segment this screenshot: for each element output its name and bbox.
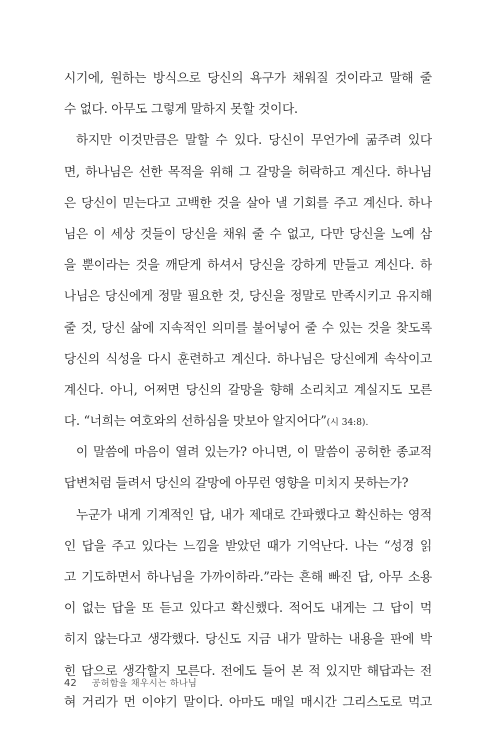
text-line: 히지 않는다고 생각했다. 당신도 지금 내가 말하는 내용을 판에 박 bbox=[64, 631, 432, 647]
scripture-quote-line bbox=[64, 405, 432, 436]
text-line: 면, 하나님은 선한 목적을 위해 그 갈망을 허락하고 계신다. 하나님 bbox=[64, 163, 432, 179]
text-line: 답변처럼 들려서 당신의 갈망에 아무런 영향을 미치지 못하는가? bbox=[64, 475, 409, 491]
text-line: 이 없는 답을 또 듣고 있다고 확신했다. 적어도 내게는 그 답이 먹 bbox=[64, 600, 432, 616]
text-line: 인 답을 주고 있다는 느낌을 받았던 때가 기억난다. 나는 “성경 읽 bbox=[64, 537, 432, 553]
running-title: 공허함을 채우시는 하나님 bbox=[91, 679, 198, 689]
scripture-quote: 다. “너희는 여호와의 선하심을 맛보아 알지어다” bbox=[64, 413, 327, 429]
text-line: 나님은 당신에게 정말 필요한 것, 당신을 정말로 만족시키고 유지해 bbox=[64, 288, 432, 304]
text-line: 줄 것, 당신 삶에 지속적인 의미를 불어넣어 줄 수 있는 것을 찾도록 bbox=[64, 319, 432, 335]
text-line: 혀 거리가 먼 이야기 말이다. 아마도 매일 매시간 그리스도로 먹고 bbox=[64, 693, 432, 709]
text-line: 수 없다. 아무도 그렇게 말하지 못할 것이다. bbox=[64, 101, 298, 117]
text-line: 계신다. 아니, 어쩌면 당신의 갈망을 향해 소리치고 계실지도 모른 bbox=[64, 381, 432, 397]
text-line: 을 뿐이라는 것을 깨닫게 하셔서 당신을 강하게 만들고 계신다. 하 bbox=[64, 257, 432, 273]
text-line: 힌 답으로 생각할지 모른다. 전에도 들어 본 적 있지만 해답과는 전 bbox=[64, 662, 432, 678]
text-line: 시기에, 원하는 방식으로 당신의 욕구가 채워질 것이라고 말해 줄 bbox=[64, 70, 432, 85]
text-line: 님은 이 세상 것들이 당신을 채워 줄 수 없고, 다만 당신을 노예 삼 bbox=[64, 225, 432, 241]
paragraph-first-line: 하지만 이것만큼은 말할 수 있다. 당신이 무언가에 굶주려 있다 bbox=[76, 132, 432, 148]
paragraph-first-line: 이 말씀에 마음이 열려 있는가? 아니면, 이 말씀이 공허한 종교적 bbox=[76, 444, 432, 460]
body-text bbox=[64, 62, 432, 717]
page-footer bbox=[64, 676, 197, 689]
scripture-citation: (시 34:8). bbox=[326, 418, 369, 429]
text-line: 당신의 식성을 다시 훈련하고 계신다. 하나님은 당신에게 속삭이고 bbox=[64, 350, 432, 366]
text-line: 고 기도하면서 하나님을 가까이하라.”라는 흔해 빠진 답, 아무 소용 bbox=[64, 569, 432, 584]
text-line: 은 당신이 믿는다고 고백한 것을 살아 낼 기회를 주고 계신다. 하나 bbox=[64, 194, 432, 210]
paragraph-first-line: 누군가 내게 기계적인 답, 내가 제대로 간파했다고 확신하는 영적 bbox=[76, 506, 432, 522]
page-number: 42 bbox=[64, 678, 77, 689]
